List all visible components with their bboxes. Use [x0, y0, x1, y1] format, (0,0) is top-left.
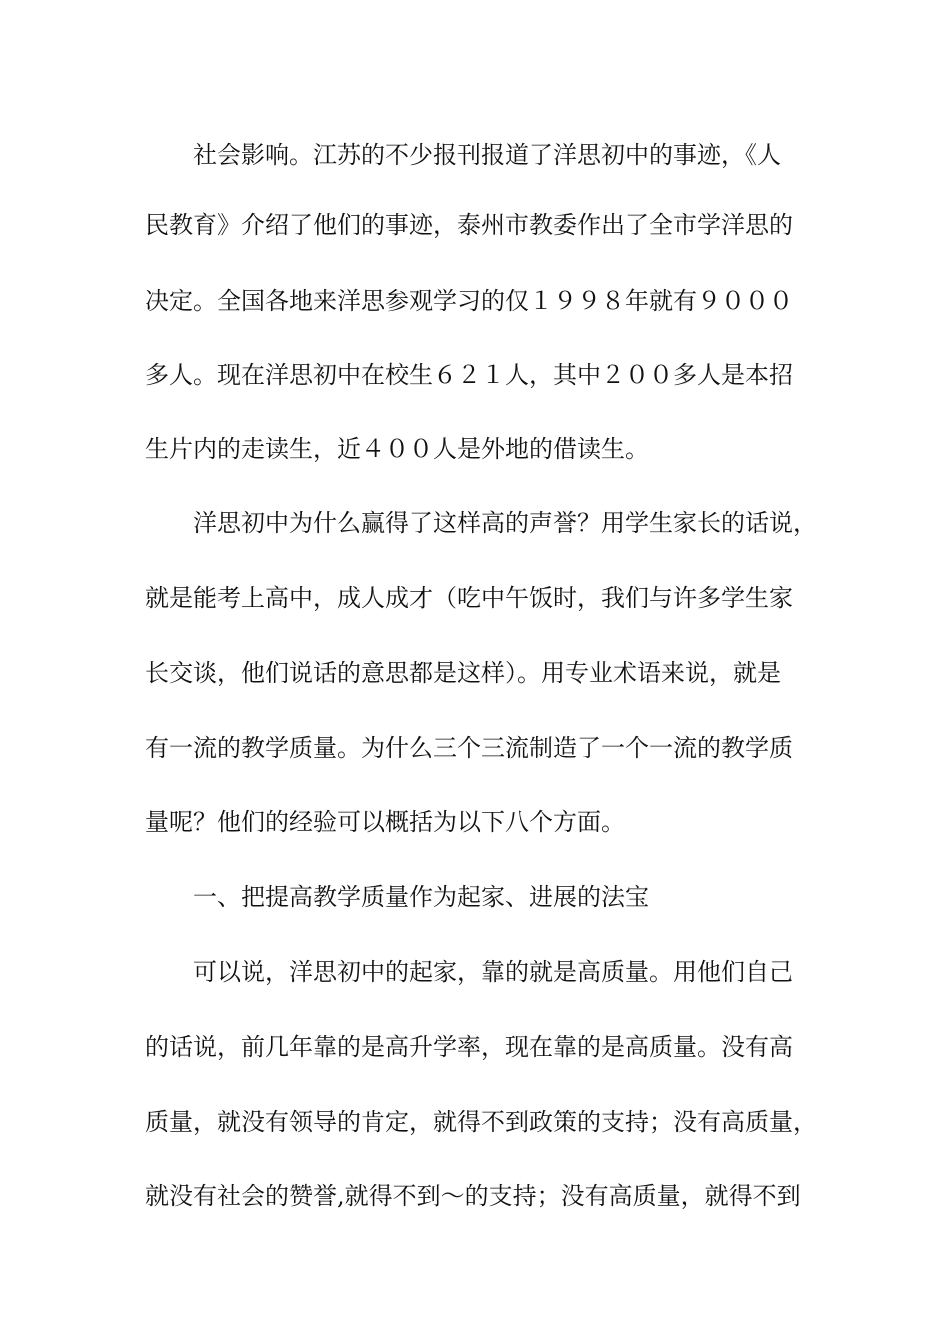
paragraph-line: 洋思初中为什么赢得了这样高的声誉？用学生家长的话说， — [193, 509, 817, 537]
paragraph-line: 社会影响。江苏的不少报刊报道了洋思初中的事迹，《人 — [193, 141, 781, 169]
paragraph-line: 可以说，洋思初中的起家，靠的就是高质量。用他们自己 — [193, 958, 793, 986]
section-heading: 一、把提高教学质量作为起家、进展的法宝 — [193, 883, 649, 911]
paragraph-line: 质量，就没有领导的肯定，就得不到政策的支持；没有高质量， — [145, 1108, 817, 1136]
paragraph-line: 有一流的教学质量。为什么三个三流制造了一个一流的教学质 — [145, 734, 793, 762]
paragraph-line: 决定。全国各地来洋思参观学习的仅１９９８年就有９０００ — [145, 287, 793, 315]
paragraph-line: 量呢？他们的经验可以概括为以下八个方面。 — [145, 808, 625, 836]
paragraph-line: 长交谈，他们说话的意思都是这样）。用专业术语来说，就是 — [145, 659, 781, 687]
paragraph-line: 多人。现在洋思初中在校生６２１人，其中２００多人是本招 — [145, 361, 793, 389]
paragraph-line: 民教育》介绍了他们的事迹，泰州市教委作出了全市学洋思的 — [145, 211, 793, 239]
paragraph-line: 就是能考上高中，成人成才（吃中午饭时，我们与许多学生家 — [145, 584, 793, 612]
paragraph-line: 就没有社会的赞誉,就得不到～的支持；没有高质量，就得不到 — [145, 1182, 801, 1210]
paragraph-line: 的话说，前几年靠的是高升学率，现在靠的是高质量。没有高 — [145, 1033, 793, 1061]
paragraph-line: 生片内的走读生，近４００人是外地的借读生。 — [145, 435, 649, 463]
